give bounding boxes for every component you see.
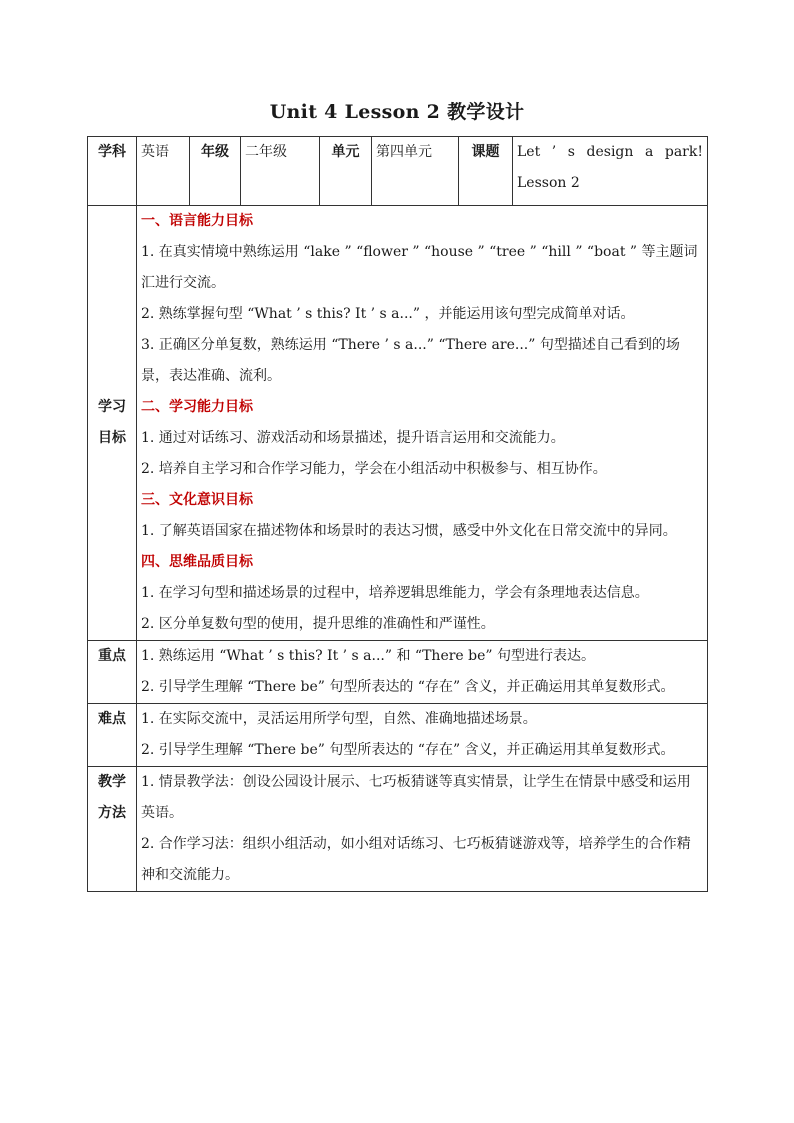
objective-item: 2. 熟练掌握句型 “What ’ s this? It ’ s a...” ，并能运用该句型完成简单对话。 <box>141 306 635 322</box>
objective-heading: 四、思维品质目标 <box>141 554 253 570</box>
topic-value <box>513 137 708 206</box>
methods-row <box>88 767 708 892</box>
methods-content <box>137 767 708 892</box>
lesson-plan-table <box>87 136 708 892</box>
objective-heading: 二、学习能力目标 <box>141 399 253 415</box>
difficulties-row <box>88 704 708 767</box>
unit-value: 第四单元 <box>372 137 459 206</box>
topic-line-2: Lesson 2 <box>517 175 580 191</box>
objective-item: 3. 正确区分单复数，熟练运用 “There ’ s a...” “There are...” 句型描述自己看到的场景，表达准确、流利。 <box>141 337 680 384</box>
subject-label: 学科 <box>88 137 137 206</box>
objective-item: 2. 区分单复数句型的使用，提升思维的准确性和严谨性。 <box>141 616 495 632</box>
objectives-content <box>137 206 708 641</box>
grade-value: 二年级 <box>241 137 320 206</box>
objectives-label: 学习目标 <box>88 206 137 641</box>
key-points-label: 重点 <box>88 641 137 704</box>
difficulty-item: 1. 在实际交流中，灵活运用所学句型，自然、准确地描述场景。 <box>141 711 537 727</box>
subject-value: 英语 <box>137 137 190 206</box>
topic-label: 课题 <box>459 137 513 206</box>
key-point-item: 2. 引导学生理解 “There be” 句型所表达的 “存在” 含义，并正确运用其单复数形式。 <box>141 679 675 695</box>
key-point-item: 1. 熟练运用 “What ’ s this? It ’ s a...” 和 “There be” 句型进行表达。 <box>141 648 596 664</box>
difficulty-item: 2. 引导学生理解 “There be” 句型所表达的 “存在” 含义，并正确运用其单复数形式。 <box>141 742 675 758</box>
objectives-row <box>88 206 708 641</box>
objective-item: 2. 培养自主学习和合作学习能力，学会在小组活动中积极参与、相互协作。 <box>141 461 607 477</box>
topic-line-1: Let ’ s design a park! <box>517 144 703 160</box>
objective-heading: 一、语言能力目标 <box>141 213 253 229</box>
objective-item: 1. 了解英语国家在描述物体和场景时的表达习惯，感受中外文化在日常交流中的异同。 <box>141 523 677 539</box>
objective-item: 1. 通过对话练习、游戏活动和场景描述，提升语言运用和交流能力。 <box>141 430 565 446</box>
objective-item: 1. 在学习句型和描述场景的过程中，培养逻辑思维能力，学会有条理地表达信息。 <box>141 585 649 601</box>
methods-label: 教学方法 <box>88 767 137 892</box>
objective-item: 1. 在真实情境中熟练运用 “lake ” “flower ” “house ” “tree ” “hill ” “boat ” 等主题词汇进行交流。 <box>141 244 698 291</box>
objective-heading: 三、文化意识目标 <box>141 492 253 508</box>
key-points-row <box>88 641 708 704</box>
method-item: 1. 情景教学法：创设公园设计展示、七巧板猜谜等真实情景，让学生在情景中感受和运用英语。 <box>141 774 691 821</box>
header-row <box>88 137 708 206</box>
unit-label: 单元 <box>320 137 372 206</box>
key-points-content <box>137 641 708 704</box>
difficulties-label: 难点 <box>88 704 137 767</box>
difficulties-content <box>137 704 708 767</box>
method-item: 2. 合作学习法：组织小组活动，如小组对话练习、七巧板猜谜游戏等，培养学生的合作精神和交流能力。 <box>141 836 691 883</box>
page-title: Unit 4 Lesson 2 教学设计 <box>269 101 525 123</box>
grade-label: 年级 <box>190 137 241 206</box>
